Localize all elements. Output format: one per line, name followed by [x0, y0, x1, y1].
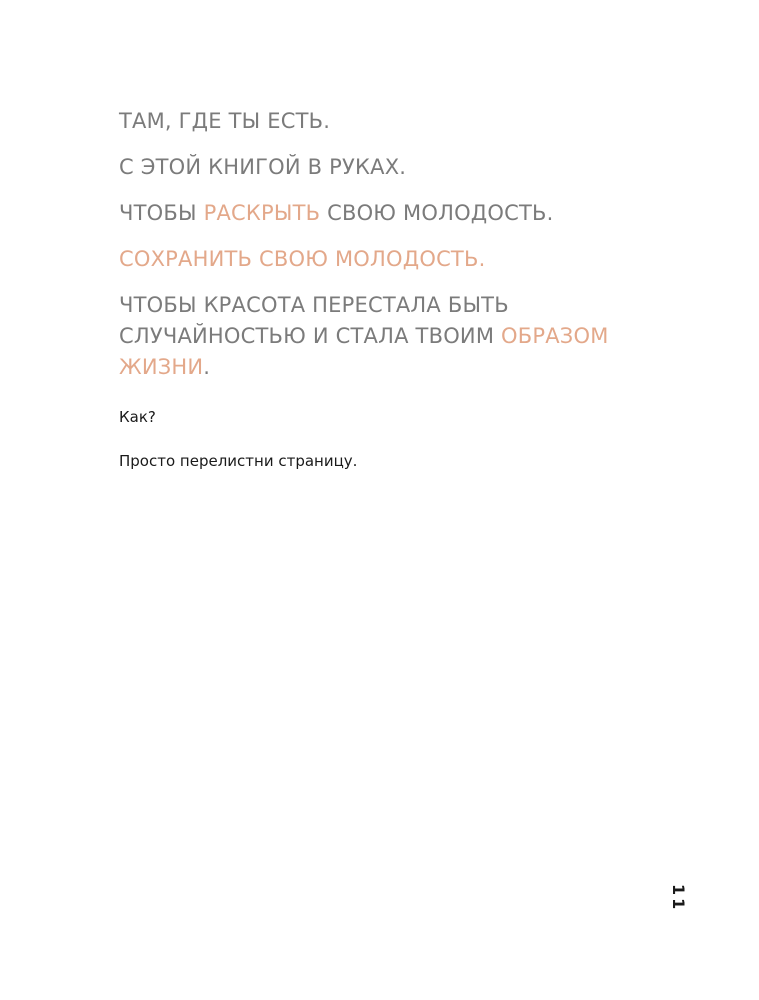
line-3-accent: РАСКРЫТЬ [203, 201, 321, 225]
line-5 [119, 290, 679, 383]
line-3-text-a: ЧТОБЫ [119, 201, 204, 225]
answer-text: Просто перелистни страницу. [119, 452, 358, 470]
line-4-text: СОХРАНИТЬ СВОЮ МОЛОДОСТЬ. [119, 247, 486, 271]
page-content [119, 106, 679, 471]
page-number: 11 [669, 884, 688, 913]
line-4 [119, 244, 679, 275]
line-5-accent-1: ОБРАЗОМ [501, 324, 609, 348]
line-1 [119, 106, 679, 137]
line-5-accent-2: ЖИЗНИ [119, 355, 204, 379]
line-3-text-c: СВОЮ МОЛОДОСТЬ. [320, 201, 554, 225]
line-5-period: . [203, 355, 211, 379]
line-2-text: С ЭТОЙ КНИГОЙ В РУКАХ. [119, 155, 407, 179]
line-5-text-a: ЧТОБЫ КРАСОТА ПЕРЕСТАЛА БЫТЬ [119, 293, 509, 317]
line-3 [119, 198, 679, 229]
line-2 [119, 152, 679, 183]
line-5-text-b: СЛУЧАЙНОСТЬЮ И СТАЛА ТВОИМ [119, 324, 502, 348]
question-text: Как? [119, 408, 156, 426]
line-1-text: ТАМ, ГДЕ ТЫ ЕСТЬ. [119, 109, 331, 133]
